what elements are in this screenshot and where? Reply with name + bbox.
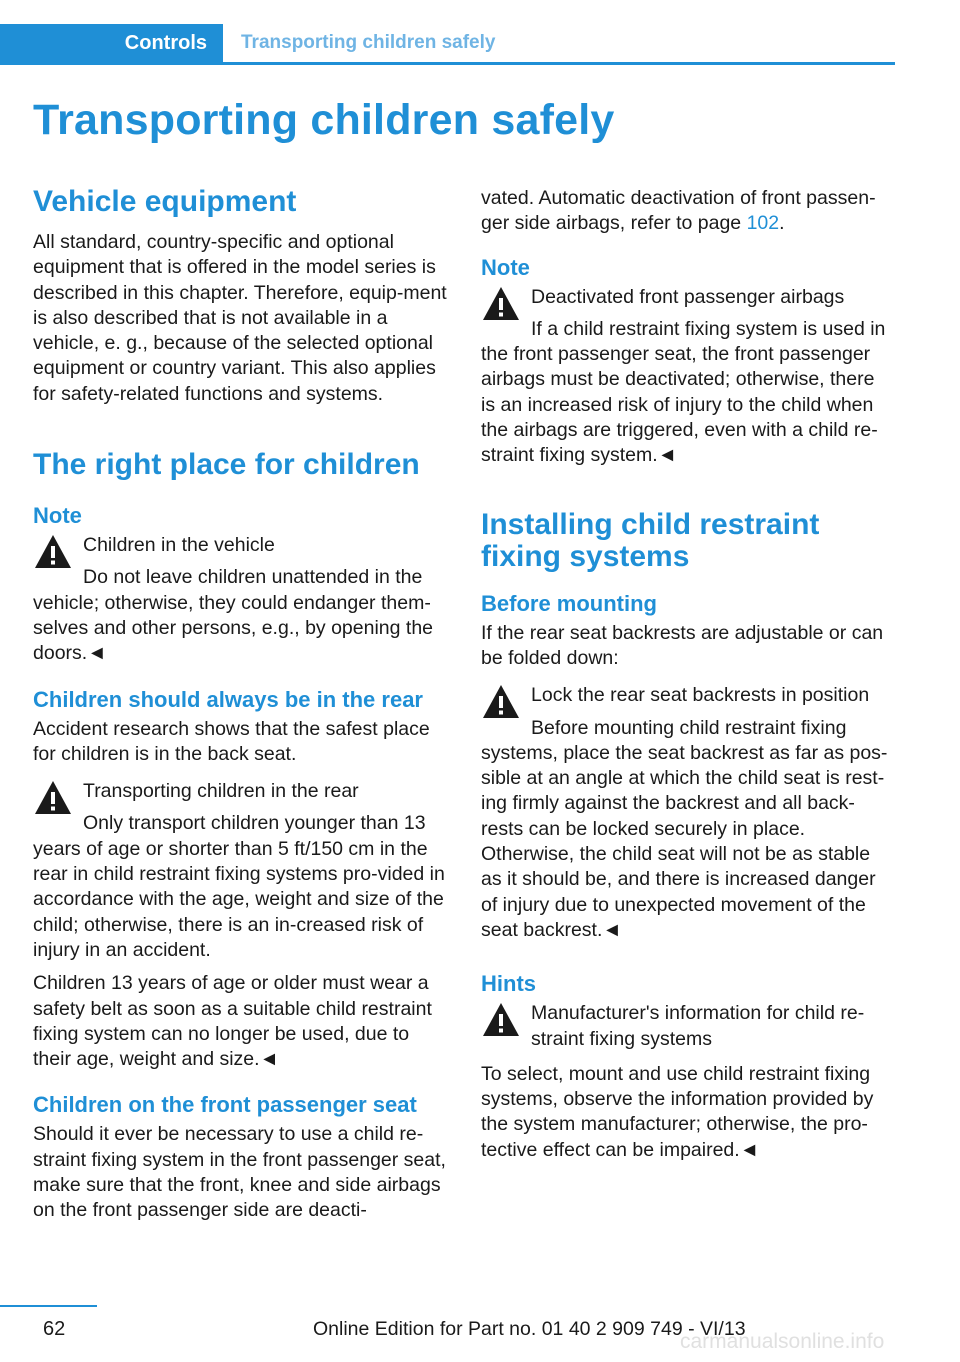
warning-triangle-icon (33, 533, 73, 571)
hints-text: To select, mount and use child restraint fixing systems, observe the information provided by the system manufacturer; otherwise, the pro-tective effect can be impaired.◄ (481, 1062, 874, 1161)
rear-heading: Children should always be in the rear (33, 686, 423, 712)
note-heading: Note (481, 254, 530, 280)
before-mounting-text: If the rear seat backrests are adjustable or can be folded down: (481, 621, 884, 669)
rear-text: Accident research shows that the safest place for children is in the back seat. (33, 717, 430, 765)
section-tab[interactable]: Controls (0, 24, 223, 62)
right-place-heading: The right place for children (33, 448, 420, 482)
warning-body: Only transport children younger than 13 years of age or shorter than 5 ft/150 cm in the rear in child restraint fixing systems pro-vided in accordance with the age, weight and size of the child; otherwise, there is an in-creased risk of injury in an accident. (33, 812, 445, 961)
page-title: Transporting children safely (33, 96, 615, 144)
warning-triangle-icon (481, 683, 521, 721)
warning-triangle-icon (481, 1001, 521, 1039)
page-number: 62 (43, 1318, 66, 1340)
warning-manufacturer-info (481, 1001, 893, 1052)
vehicle-equipment-text: All standard, country-specific and optional equipment that is offered in the model series is described in this chapter. Therefore, equip-ment is also described that is not available in a vehicle, e. g., because of the selected optional equipment or country variant. This also applies for safety-related functions and systems. (33, 231, 447, 405)
warning-body: Do not leave children unattended in the vehicle; otherwise, they could endanger them-selves and other persons, e.g., by opening the doors.◄ (33, 566, 434, 665)
vehicle-equipment-heading: Vehicle equipment (33, 185, 297, 218)
edition-info: Online Edition for Part no. 01 40 2 909 749 - VI/13 (313, 1318, 746, 1340)
continued-text (481, 186, 893, 237)
warning-title: Children in the vehicle (83, 534, 275, 557)
warning-lock-backrests (481, 683, 893, 943)
warning-title: Transporting children in the rear (83, 780, 359, 803)
warning-triangle-icon (481, 285, 521, 323)
warning-title: Lock the rear seat backrests in position (531, 684, 870, 707)
warning-title: Deactivated front passenger airbags (531, 285, 845, 308)
warning-rear-transport (33, 779, 447, 963)
hints-heading: Hints (481, 971, 536, 997)
breadcrumb[interactable]: Transporting children safely (241, 32, 496, 53)
front-passenger-text: Should it ever be necessary to use a child re-straint fixing system in the front passenger seat, make sure that the front, knee and side airbags on the front passenger side are deacti- (33, 1123, 446, 1222)
page-link[interactable]: 102 (746, 212, 780, 235)
watermark: carmanualsonline.info (680, 1330, 885, 1353)
warning-title: Manufacturer's information for child re-straint fixing systems (531, 1002, 865, 1050)
note-heading: Note (33, 503, 82, 529)
warning-children-in-vehicle (33, 533, 447, 666)
footer-line (0, 1305, 97, 1307)
warning-triangle-icon (33, 779, 73, 817)
warning-deactivated-airbags (481, 285, 893, 469)
continued-text-part: vated. Automatic deactivation of front passen-ger side airbags, refer to page (481, 187, 876, 235)
header-bar (0, 24, 895, 65)
right-column (481, 186, 893, 1171)
continued-text-end: . (779, 212, 785, 235)
warning-body: If a child restraint fixing system is used in the front passenger seat, the front passenger airbags must be deactivated; otherwise, there is an increased risk of injury to the child when the airbags are triggered, even with a child re-straint fixing system.◄ (481, 317, 886, 467)
front-passenger-heading: Children on the front passenger seat (33, 1092, 417, 1118)
warning-body: Before mounting child restraint fixing systems, place the seat backrest as far as pos-sible at an angle at which the child seat is rest-ing firmly against the backrest and all back-rests can be locked securely in place. Otherwise, the child seat will not be as stable as it should be, and there is increased danger of injury due to unexpected movement of the seat backrest.◄ (481, 716, 888, 941)
installing-heading: Installing child restraint fixing systems (481, 507, 820, 573)
rear-text-2: Children 13 years of age or older must wear a safety belt as soon as a suitable child restraint fixing system can no longer be used, due to their age, weight and size.◄ (33, 972, 432, 1071)
left-column (33, 186, 447, 1232)
before-mounting-heading: Before mounting (481, 590, 657, 616)
